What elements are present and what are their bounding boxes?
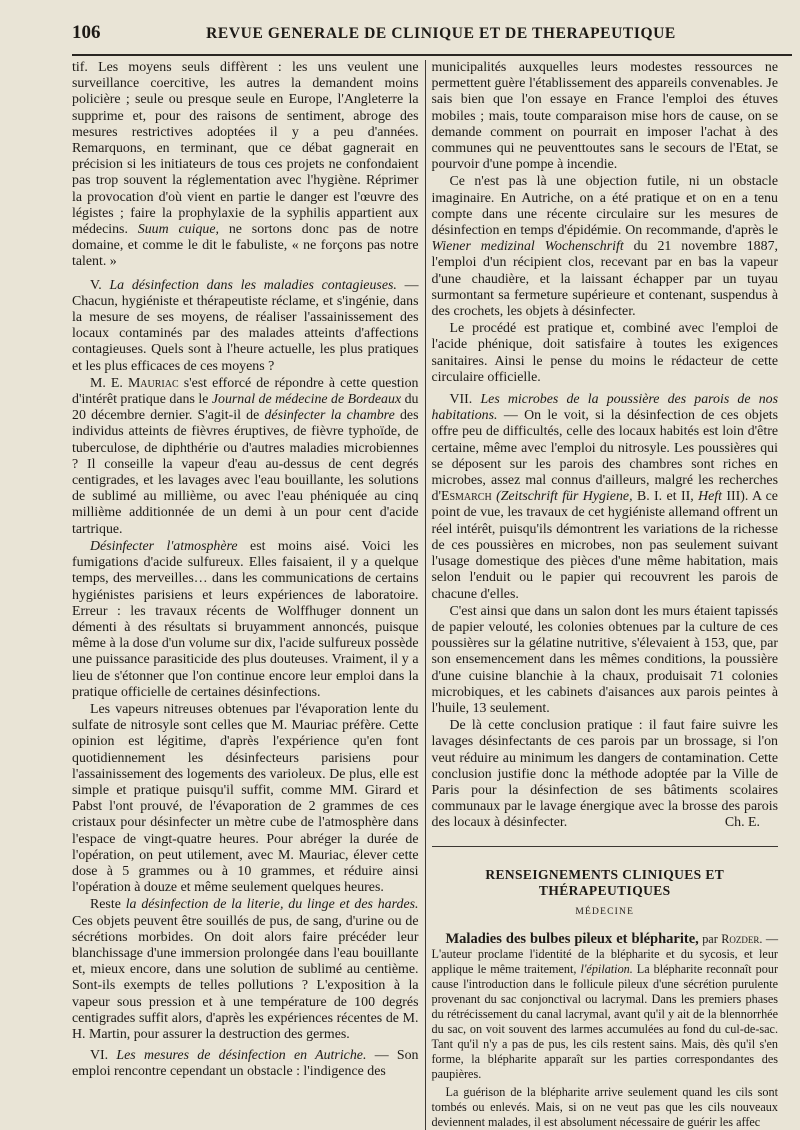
left-column — [72, 60, 419, 1130]
article-paragraph: La guérison de la blépharite arrive seulement quand les cils sont tombés ou enlevés. Mais, si on ne veut pas que les cils nouveaux deviennent malades, il est absolument nécessaire de guérir les affec — [431, 1085, 778, 1130]
header-rule — [72, 54, 792, 56]
paragraph: Désinfecter l'atmosphère est moins aisé. Voici les fumigations d'acide sulfureux. Elles faisaient, il y a quelque temps, des merveilles… dans les communications de certains hygiénistes parisiens et leurs expériences de laboratoire. Erreur : les travaux récents de Wolffhuger donnent un démenti à des résultats si bruyamment annoncés, puisque même à la dose d'un volume sur dix, l'acide sulfureux possède une puissance parasiticide des plus douteuses. Vraiment, il y a lieu de s'étonner que l'on continue encore leur emploi dans la pratique officielle de certaines désinfections. — [72, 538, 419, 700]
section-v: V. La désinfection dans les maladies contagieuses. — Chacun, hygiéniste et thérapeutiste réclame, et s'ingénie, dans la mesure de ses moyens, de réaliser l'assainissement des locaux contaminés par des malades atteints d'affections contagieuses. Quels sont à l'heure actuelle, les plus pratiques et les plus efficaces de ces moyens ? — [72, 277, 419, 374]
signature: Ch. E. — [724, 815, 760, 831]
page-number: 106 — [72, 22, 101, 43]
article-author: Rozder. — [721, 932, 763, 947]
paragraph: M. E. Mauriac s'est efforcé de répondre à cette question d'intérêt pratique dans le Journal de médecine de Bordeaux du 20 décembre dernier. S'agit-il de désinfecter la chambre des individus atteints de fièvres éruptives, de fièvre typhoïde, de tuberculose, de diphthérie ou d'autres maladies microbiennes ? Il conseille la vapeur d'eau au-dessus de cent degrés centigrades, et les lavages avec l'eau bouillante, les solutions de sublimé au millième, ou avec l'eau phéniquée au cinq millième additionnée de un demi à un pour cent d'acide tartrique. — [72, 375, 419, 537]
paragraph: Ce n'est pas là une objection futile, ni un obstacle imaginaire. En Autriche, on a été pratique et on en a tenu compte dans une récente circulaire sur les mesures de désinfection en temps d'épidémie. On recommande, d'après le Wiener medizinal Wochenschrift du 21 novembre 1887, l'emploi d'un récipient clos, recevant par en bas la vapeur d'une chaudière, et la laissant échapper par un tuyau surmontant sa fermeture supérieure et contenant, suspendus à des crochets, les objets à désinfecter. — [431, 174, 778, 320]
section-heading: Les microbes de la poussière des parois de nos habitations. — [431, 392, 778, 424]
section-subtitle: MÉDECINE — [575, 906, 635, 917]
column-divider — [425, 60, 426, 1130]
article-title: Maladies des bulbes pileux et blépharite, — [445, 931, 699, 948]
paragraph: Reste la désinfection de la literie, du linge et des hardes. Ces objets peuvent être souillés de pus, de sang, d'urine ou de sécrétions morbides. On doit alors faire précéder leur blanchissage d'une immersion prolongée dans l'eau bouillante et, mieux encore, dans une solution de sublimé au centième. Sont-ils exempts de telles pollutions ? L'exposition à la vapeur sous pression et à une température de 100 degrés centigrades suffit alors, d'après les expériences récentes de M. H. Martin, pour assurer la destruction des germes. — [72, 897, 419, 1042]
section-heading: Les mesures de désinfection en Autriche. — [116, 1048, 367, 1064]
right-column — [432, 60, 779, 1130]
paragraph: Les vapeurs nitreuses obtenues par l'évaporation lente du sulfate de nitrosyle sont celles que M. Mauriac préfère. Cette opinion est légitime, d'après l'expérience qu'en font quotidiennement les désinfecteurs parisiens pour l'assainissement des logements des varioleux. De plus, elle est simple et pratique puisqu'il suffit, comme MM. Girard et Pabst l'ont prouvé, de l'évaporation de 2 grammes de ces cristaux pour désinfecter un mètre cube de l'atmosphère dans l'espace de vingt-quatre heures. Pour abréger la durée de l'opération, on peut utilement, avec M. Mauriac, élever cette dose à 5 grammes ou à 10 grammes, et réduire ainsi l'opération à douze et même seulement quelques heures. — [72, 701, 419, 896]
page-header — [72, 22, 780, 48]
section-heading: La désinfection dans les maladies contagieuses. — [109, 277, 397, 293]
two-column-body — [72, 60, 778, 1130]
paragraph: De là cette conclusion pratique : il faut faire suivre les lavages désinfectants de ces parois par un brossage, si l'on veut réduire au minimum les dangers de contamination. Cette conclusion justifie donc la méthode adoptée par la Ville de Paris pour la désinfection de ses bâtiments scolaires communaux par le lavage énergique avec la brosse des parois des locaux à désinfecter. Ch. E. — [431, 718, 778, 831]
running-title: REVUE GENERALE DE CLINIQUE ET DE THERAPEUTIQUE — [206, 25, 676, 42]
section-title: RENSEIGNEMENTS CLINIQUES ET THÉRAPEUTIQUES — [485, 866, 725, 898]
article — [432, 932, 779, 1130]
paragraph: municipalités auxquelles leurs modestes ressources ne permettent guère l'établissement des appareils convenables. Je sais bien que l'on essaye en France l'emploi des étuves mobiles ; mais, toute comparaison mise hors de cause, on se demande comment on pourrait en imposer l'achat à des communes qui ne peuventtoutes sans le secours de l'Etat, se pourvoir d'une pompe à incendie. — [431, 60, 778, 173]
paragraph: C'est ainsi que dans un salon dont les murs étaient tapissés de papier velouté, les colonies obtenues par la culture de ces poussières sur la gélatine nutritive, s'élevaient à 153, que, par son ensemencement dans les mêmes conditions, la poussière d'une cuisine blanchie à la chaux, produisait 71 colonies microbiques, et les cabinets d'aisances aux parois peintes à l'huile, 13 seulement. — [431, 603, 778, 716]
paragraph: tif. Les moyens seuls diffèrent : les uns veulent une surveillance coercitive, les autres la demandent moins policière ; seule ou presque seule en Europe, l'Angleterre la supprime et, pour des raisons de sentiment, abroge des mesures restrictives adoptées il y a peu d'années. Remarquons, en terminant, que ce débat gagnerait en précision si les initiateurs de tous ces projets ne confondaient pas trop souvent la réglementation avec l'hygiène. Réprimer la provocation d'où vient en partie le danger est l'œuvre des légistes ; faire la prophylaxie de la syphilis appartient aux médecins. Suum cuique, ne sortons donc pas de notre domaine, et comme le dit le fabuliste, « ne forçons pas notre talent. » — [72, 60, 419, 270]
article-paragraph: Maladies des bulbes pileux et blépharite, par Rozder. — L'auteur proclame l'identité de la blépharite et du sycosis, et leur applique le même traitement, l'épilation. La blépharite reconnaît pour cause l'introduction dans le follicule pileux d'une sécrétion purulente provenant du sac conjonctival ou lacrymal. Dans les premiers phases du rétrécissement du canal lacrymal, avant qu'il y ait de la blennorrhée du sac, on voit souvent des larmes accumulées au fond du cul-de-sac. Tant qu'il n'y a pas de pus, les cils restent sains. Mais, dès qu'il s'en forme, la blépharite apparaît sur les parties correspondantes des paupières. — [431, 931, 779, 1082]
section-vi: VI. Les mesures de désinfection en Autriche. — Son emploi rencontre cependant un obstacle : l'indigence des — [72, 1048, 419, 1080]
section-vii: VII. Les microbes de la poussière des parois de nos habitations. — On le voit, si la désinfection de ces objets offre peu de difficultés, celle des locaux habités est loin d'être certaine, même avec l'emploi du nitrosyle. Les poussières qui se déposent sur les parois des chambres sont riches en microbes, assez mal connus d'ailleurs, malgré les recherches d'Esmarch (Zeitschrift für Hygiene, B. I. et II, Heft III). A ce point de vue, les travaux de cet hygiéniste allemand offrent un réel intérêt, puisqu'ils démontrent les variations de la richesse de ces poussières en microbes, non pas seulement suivant l'usage domestique des pièces d'une même habitation, mais selon l'enduit ou le papier qui recouvrent les parois de chacune d'elles. — [431, 392, 778, 602]
clinical-section — [432, 846, 779, 1130]
paragraph: Le procédé est pratique et, combiné avec l'emploi de l'acide phénique, doit satisfaire à toutes les exigences sanitaires. Ainsi le pense du moins le rédacteur de cette circulaire officielle. — [431, 321, 778, 385]
